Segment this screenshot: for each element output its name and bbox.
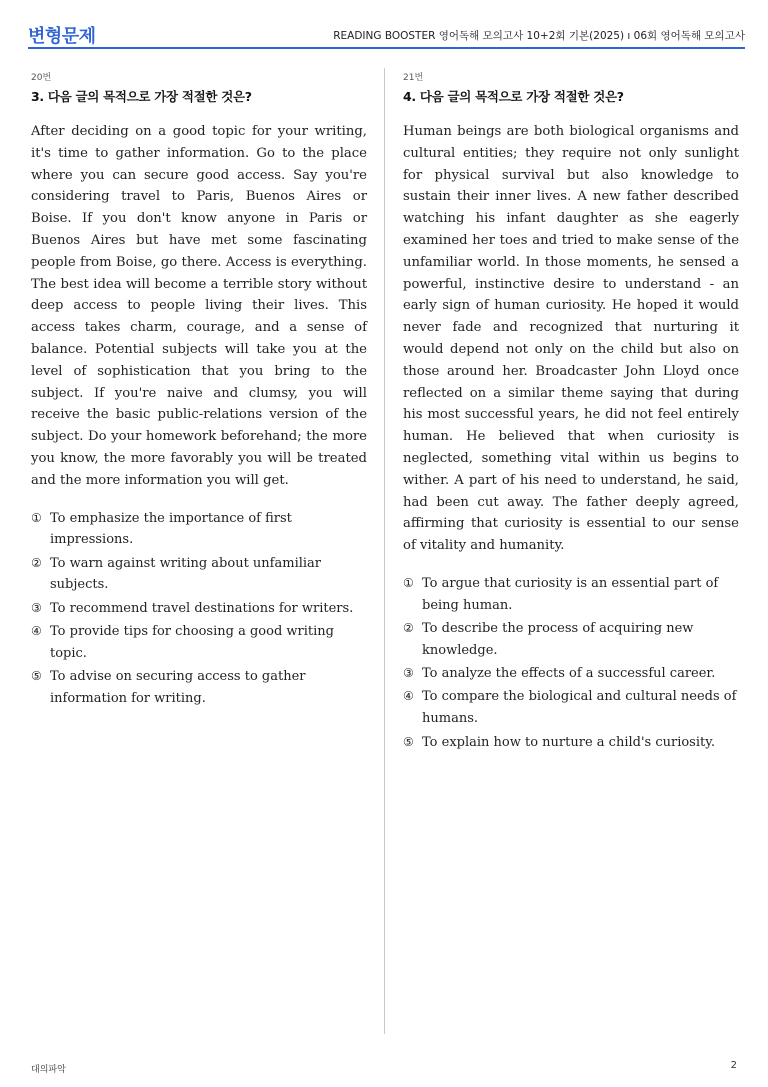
question-number-label: 21번 — [403, 73, 424, 83]
answer-option-3[interactable] — [403, 663, 739, 685]
question-title: 3. 다음 글의 목적으로 가장 적절한 것은? — [31, 89, 252, 104]
option-text: To provide tips for choosing a good writing topic. — [50, 624, 334, 661]
answer-options — [31, 508, 367, 710]
option-text: To compare the biological and cultural needs of humans. — [422, 689, 737, 727]
page-number: 2 — [730, 1060, 737, 1071]
option-number: ③ — [403, 666, 414, 681]
option-text: To explain how to nurture a child's curiosity. — [422, 734, 715, 750]
answer-option-1[interactable] — [403, 573, 739, 617]
option-number: ② — [31, 555, 42, 570]
question-number-label: 20번 — [31, 73, 52, 83]
answer-option-2[interactable] — [31, 553, 367, 597]
brand-title: 변형문제 — [28, 26, 96, 47]
question-20 — [31, 70, 367, 711]
question-21 — [403, 70, 739, 755]
option-number: ④ — [403, 689, 414, 704]
answer-option-4[interactable] — [403, 686, 739, 730]
option-number: ① — [403, 575, 414, 590]
answer-options — [403, 573, 739, 753]
option-number: ⑤ — [403, 734, 414, 749]
question-title: 4. 다음 글의 목적으로 가장 적절한 것은? — [403, 89, 624, 104]
header-book-title: READING BOOSTER 영어독해 모의고사 10+2회 기본(2025) ı 06회 영어독해 모의고사 — [333, 30, 745, 42]
column-divider — [384, 68, 385, 1034]
option-number: ⑤ — [31, 669, 42, 684]
page-header — [28, 18, 745, 48]
option-number: ④ — [31, 624, 42, 639]
passage-text: Human beings are both biological organisms and cultural entities; they require not only sunlight for physical survival but also knowledge to sustain their inner lives. A new father described watching his infant daughter as she eagerly examined her toes and tried to make sense of the unfamiliar world. In those moments, he sensed a powerful, instinctive desire to understand - an early sign of human curiosity. He hoped it would never fade and recognized that nurturing it would depend not only on the child but also on those around her. Broadcaster John Lloyd once reflected on a similar theme saying that during his most successful years, he did not feel entirely human. He believed that when curiosity is neglected, something vital within us begins to wither. A part of his need to understand, he said, had been cut away. The father deeply agreed, affirming that curiosity is essential to our sense of vitality and humanity. — [403, 124, 739, 554]
option-number: ① — [31, 510, 42, 525]
footer-category: 대의파악 — [31, 1065, 66, 1075]
option-text: To argue that curiosity is an essential part of being human. — [422, 575, 719, 613]
answer-option-2[interactable] — [403, 618, 739, 662]
option-text: To warn against writing about unfamiliar subjects. — [50, 555, 322, 593]
option-text: To recommend travel destinations for writers. — [50, 600, 354, 616]
option-number: ③ — [31, 600, 42, 615]
option-text: To describe the process of acquiring new knowledge. — [422, 621, 694, 658]
option-text: To advise on securing access to gather information for writing. — [50, 669, 306, 706]
option-text: To analyze the effects of a successful career. — [422, 666, 716, 682]
header-divider — [28, 47, 745, 49]
answer-option-5[interactable] — [403, 732, 739, 754]
answer-option-3[interactable] — [31, 598, 367, 620]
option-number: ② — [403, 621, 414, 636]
answer-option-1[interactable] — [31, 508, 367, 552]
answer-option-4[interactable] — [31, 621, 367, 665]
option-text: To emphasize the importance of first impressions. — [50, 510, 292, 548]
passage-text: After deciding on a good topic for your writing, it's time to gather information. Go to the place where you can secure good access. Say you're considering travel to Paris, Buenos Aires or Boise. If you don't know anyone in Paris or Buenos Aires but have met some fascinating people from Boise, go there. Access is everything. The best idea will become a terrible story without deep access to people living their lives. This access takes charm, courage, and a sense of balance. Potential subjects will take you at the level of sophistication that you bring to the subject. If you're naive and clumsy, you will receive the basic public-relations version of the subject. Do your homework beforehand; the more you know, the more favorably you will be treated and the more information you will get. — [31, 124, 367, 488]
answer-option-5[interactable] — [31, 666, 367, 710]
